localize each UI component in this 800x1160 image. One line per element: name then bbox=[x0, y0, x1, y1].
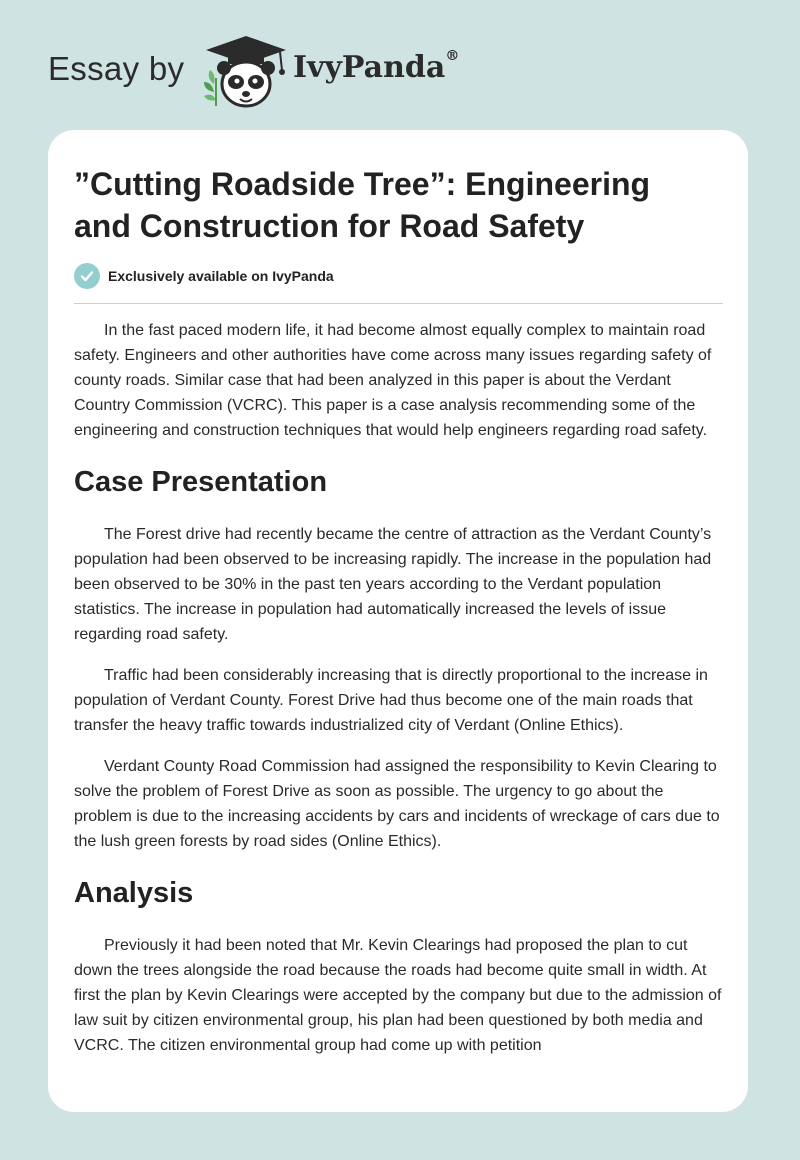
exclusive-badge bbox=[74, 263, 334, 289]
essay-card bbox=[48, 130, 748, 1112]
paragraph: Verdant County Road Commission had assigned the responsibility to Kevin Clearing to solve the problem of Forest Drive as soon as possible. The urgency to go about the problem is due to the increasing accidents by cars and incidents of wreckage of cars due to the lush green forests by road sides (Online Ethics). bbox=[74, 758, 720, 850]
section-heading-analysis: Analysis bbox=[74, 877, 194, 909]
paragraph: Traffic had been considerably increasing that is directly proportional to the increase in population of Verdant County. Forest Drive had thus become one of the main roads that transfer the heavy traffic towards industrialized city of Verdant (Online Ethics). bbox=[74, 667, 708, 734]
paragraph: The Forest drive had recently became the centre of attraction as the Verdant County’s population had been observed to be increasing rapidly. The increase in the population had been observed to be 30% in the past ten years according to the Verdant population statistics. The increase in population had automatically increased the levels of issue regarding road safety. bbox=[74, 526, 712, 643]
site-header bbox=[0, 0, 800, 130]
exclusive-badge-label: Exclusively available on IvyPanda bbox=[108, 268, 334, 284]
ivypanda-brand-name[interactable]: IvyPanda® bbox=[293, 48, 460, 85]
divider bbox=[74, 303, 723, 304]
essay-title: ”Cutting Roadside Tree”: Engineering and Construction for Road Safety bbox=[74, 166, 651, 244]
essay-body bbox=[74, 318, 724, 1058]
section-heading-case-presentation: Case Presentation bbox=[74, 466, 328, 498]
intro-paragraph: In the fast paced modern life, it had become almost equally complex to maintain road safety. Engineers and other authorities have come across many issues regarding safety of county roads. Similar case that had been analyzed in this paper is about the Verdant Country Commission (VCRC). This paper is a case analysis recommending some of the engineering and construction techniques that would help engineers regarding road safety. bbox=[74, 322, 712, 439]
checkmark-icon bbox=[74, 263, 100, 289]
panda-graduate-logo-icon[interactable] bbox=[200, 34, 292, 110]
essay-by-label: Essay by bbox=[48, 50, 185, 87]
paragraph: Previously it had been noted that Mr. Kevin Clearings had proposed the plan to cut down the trees alongside the road because the roads had become quite small in width. At first the plan by Kevin Clearings were accepted by the company but due to the admission of law suit by citizen environmental group, his plan had been questioned by both media and VCRC. The citizen environmental group had come up with petition bbox=[74, 937, 722, 1054]
